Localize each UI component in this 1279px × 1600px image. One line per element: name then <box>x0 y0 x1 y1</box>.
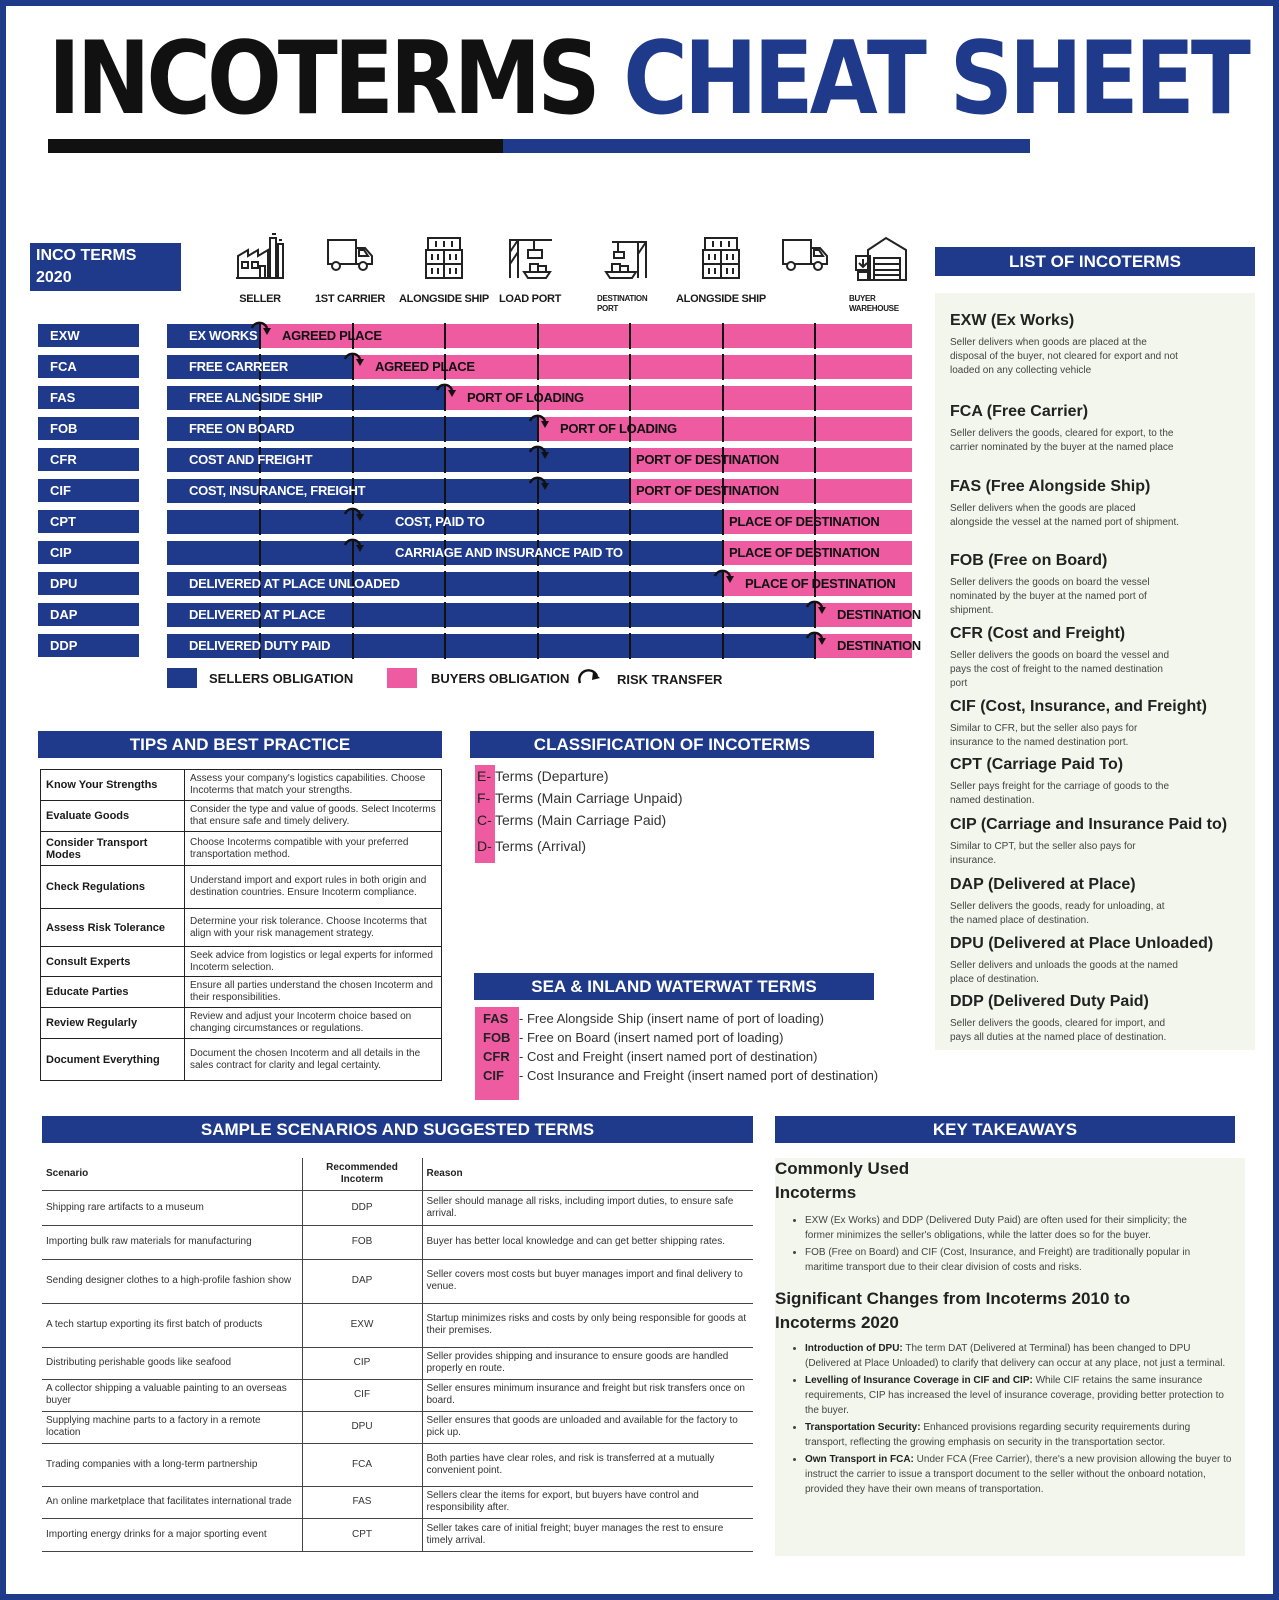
term-bar-cif <box>167 479 912 503</box>
term-bar-cfr <box>167 448 912 472</box>
tips-row <box>41 909 442 947</box>
scenario-text: Supplying machine parts to a factory in a remote location <box>42 1411 302 1443</box>
scenario-row <box>42 1518 753 1551</box>
scenario-reason: Seller should manage all risks, including import duties, to ensure safe arrival. <box>422 1190 753 1225</box>
takeaway-change-text: The term DAT (Delivered at Terminal) has been changed to DPU (Delivered at Place Unloaded) to clarify that delivery can occur at any place, not just a terminal. <box>805 1343 1226 1369</box>
stage-divider <box>629 602 631 628</box>
incoterm-definition-title: CIP (Carriage and Insurance Paid to) <box>950 816 1228 833</box>
scenario-text: Trading companies with a long-term partnership <box>42 1443 302 1486</box>
port-crane-icon <box>484 232 576 286</box>
risk-transfer-icon <box>250 318 272 340</box>
scenario-reason: Seller ensures that goods are unloaded and available for the factory to pick up. <box>422 1411 753 1443</box>
stage-divider <box>722 540 724 566</box>
incoterm-definition-title: DDP (Delivered Duty Paid) <box>950 993 1149 1010</box>
incoterm-definition-text: Seller delivers the goods, cleared for import, and pays all duties at the named place of destination. <box>950 1018 1167 1043</box>
stage-divider <box>444 323 446 349</box>
buyers-obligation-label: PLACE OF DESTINATION <box>745 576 896 591</box>
classification-list <box>475 765 875 857</box>
term-code-fob: FOB <box>38 417 139 440</box>
page-title <box>48 18 1247 138</box>
stage-1 <box>214 232 306 305</box>
stage-divider <box>629 385 631 411</box>
container-stack-icon <box>675 232 767 286</box>
scenario-row <box>42 1225 753 1259</box>
incoterm-definition <box>950 934 1260 987</box>
key-takeaways <box>775 1157 1245 1497</box>
stage-divider <box>722 354 724 380</box>
sea-term-code: CIF <box>483 1068 504 1083</box>
stage-label: ALONGSIDE SHIP <box>676 293 766 305</box>
stage-label: SELLER <box>239 293 281 305</box>
buyers-obligation-label: PLACE OF DESTINATION <box>729 545 880 560</box>
tips-row <box>41 801 442 832</box>
scenario-incoterm: DPU <box>302 1411 422 1443</box>
sellers-obligation-label: DELIVERED DUTY PAID <box>189 638 331 653</box>
risk-transfer-icon <box>528 442 550 464</box>
takeaway-change-bullet <box>805 1452 1235 1497</box>
scenario-row <box>42 1259 753 1303</box>
stage-divider <box>537 633 539 659</box>
scenario-row <box>42 1347 753 1379</box>
scenario-row <box>42 1303 753 1347</box>
tip-description: Assess your company's logistics capabilities. Choose Incoterms that match your strengths. <box>185 770 442 801</box>
term-code-cfr: CFR <box>38 448 139 471</box>
stage-divider <box>629 354 631 380</box>
tip-title: Consider Transport Modes <box>41 832 185 866</box>
inco-terms-2020-label: INCO TERMS 2020 <box>30 243 181 291</box>
classification-text: Terms (Departure) <box>495 768 609 784</box>
stage-6 <box>675 232 767 305</box>
scenario-reason: Both parties have clear roles, and risk is transferred at a mutually convenient point. <box>422 1443 753 1486</box>
tip-description: Consider the type and value of goods. Select Incoterms that ensure safe and timely delivery. <box>185 801 442 832</box>
classification-text: Terms (Main Carriage Paid) <box>495 812 667 828</box>
takeaway-heading-commonly-used: Commonly Used Incoterms <box>775 1159 910 1202</box>
sea-term-item <box>475 1028 935 1047</box>
stage-divider <box>814 478 816 504</box>
takeaway-bullet: • EXW (Ex Works) and DDP (Delivered Duty Paid) are often used for their simplicity; the former minimizes the seller's obligations, while the latter does so for the buyer. <box>805 1213 1195 1243</box>
scenario-text: Importing bulk raw materials for manufacturing <box>42 1225 302 1259</box>
term-code-exw: EXW <box>38 324 139 347</box>
scenario-reason: Seller provides shipping and insurance to ensure goods are handled properly en route. <box>422 1347 753 1379</box>
scenarios-header: SAMPLE SCENARIOS AND SUGGESTED TERMS <box>42 1116 753 1143</box>
sea-term-code: FOB <box>483 1030 511 1045</box>
legend-sellers <box>167 668 353 688</box>
risk-transfer-icon <box>435 380 457 402</box>
incoterm-definition-text: Seller pays freight for the carriage of goods to the named destination. <box>950 781 1170 806</box>
tip-title: Assess Risk Tolerance <box>41 909 185 947</box>
term-bar-dpu <box>167 572 912 596</box>
risk-transfer-icon <box>805 597 827 619</box>
stage-divider <box>722 509 724 535</box>
buyers-obligation-label: PLACE OF DESTINATION <box>729 514 880 529</box>
scenario-reason: Sellers clear the items for export, but buyers have control and responsibility after. <box>422 1486 753 1518</box>
incoterm-definition-text: Seller delivers the goods on board the vessel nominated by the buyer at the named port of shipment. <box>950 577 1150 616</box>
incoterm-definition-text: Seller delivers when goods are placed at the disposal of the buyer, not cleared for export and not loaded on any collecting vehicle <box>950 337 1178 376</box>
term-bar-cpt <box>167 510 912 534</box>
sellers-obligation-label: FREE ON BOARD <box>189 421 295 436</box>
stage-divider <box>352 447 354 473</box>
classification-header: CLASSIFICATION OF INCOTERMS <box>470 731 874 758</box>
incoterm-definition <box>950 992 1260 1045</box>
scenario-row <box>42 1190 753 1225</box>
stage-divider <box>537 571 539 597</box>
stage-divider <box>629 323 631 349</box>
stage-5 <box>583 232 675 314</box>
sea-term-text: - Cost and Freight (insert named port of destination) <box>519 1049 818 1064</box>
incoterm-definition <box>950 402 1260 455</box>
scenario-text: Sending designer clothes to a high-profile fashion show <box>42 1259 302 1303</box>
col-recommended-incoterm: Recommended Incoterm <box>302 1158 422 1190</box>
stage-divider <box>444 633 446 659</box>
stage-divider <box>352 633 354 659</box>
risk-transfer-icon <box>528 473 550 495</box>
incoterm-definition <box>950 697 1260 750</box>
tips-row <box>41 1008 442 1039</box>
scenario-row <box>42 1379 753 1411</box>
takeaway-list-commonly-used <box>805 1213 1245 1275</box>
tips-header: TIPS AND BEST PRACTICE <box>38 731 442 758</box>
truck-icon <box>304 232 396 286</box>
term-bar-ddp <box>167 634 921 658</box>
legend-sellers-label: SELLERS OBLIGATION <box>209 670 354 686</box>
term-code-ddp: DDP <box>38 634 139 657</box>
risk-transfer-icon <box>343 535 365 557</box>
tip-title: Educate Parties <box>41 977 185 1008</box>
sellers-obligation-label: FREE CARREER <box>189 359 288 374</box>
term-code-dap: DAP <box>38 603 139 626</box>
scenario-reason: Seller takes care of initial freight; buyer manages the rest to ensure timely arrival. <box>422 1518 753 1551</box>
stage-divider <box>814 447 816 473</box>
term-bar-fca <box>167 355 912 379</box>
stage-divider <box>722 323 724 349</box>
ship-crane-icon <box>583 232 675 286</box>
stage-divider <box>629 540 631 566</box>
sellers-obligation-label: DELIVERED AT PLACE <box>189 607 326 622</box>
buyers-obligation-label: AGREED PLACE <box>375 359 475 374</box>
stage-8 <box>835 232 927 314</box>
incoterm-definition <box>950 551 1260 618</box>
stage-label: LOAD PORT <box>498 293 562 305</box>
incoterm-definition-title: CPT (Carriage Paid To) <box>950 756 1124 773</box>
classification-letter: D- <box>477 838 492 854</box>
term-bar-fas <box>167 386 912 410</box>
stage-divider <box>814 323 816 349</box>
stage-divider <box>444 602 446 628</box>
legend-buyers <box>387 668 569 688</box>
takeaway-change-text: Enhanced provisions regarding security requirements during transport, reflecting the growing emphasis on security in the transportation sector. <box>805 1422 1191 1448</box>
stage-divider <box>444 478 446 504</box>
stage-divider <box>814 354 816 380</box>
term-code-dpu: DPU <box>38 572 139 595</box>
incoterm-definition <box>950 875 1260 928</box>
sellers-obligation-label: CARRIAGE AND INSURANCE PAID TO <box>395 545 623 560</box>
sea-term-item <box>475 1009 935 1028</box>
tips-row <box>41 832 442 866</box>
term-code-fas: FAS <box>38 386 139 409</box>
incoterm-definition-title: EXW (Ex Works) <box>950 312 1075 329</box>
incoterm-definition-title: DPU (Delivered at Place Unloaded) <box>950 935 1214 952</box>
incoterm-definition-text: Similar to CFR, but the seller also pays for insurance to the named destination port. <box>950 723 1138 748</box>
tip-title: Know Your Strengths <box>41 770 185 801</box>
stage-divider <box>444 416 446 442</box>
incoterm-definition-title: CIF (Cost, Insurance, and Freight) <box>950 698 1207 715</box>
takeaway-change-title: Own Transport in FCA: <box>805 1454 914 1465</box>
sea-term-text: - Cost Insurance and Freight (insert named port of destination) <box>519 1068 879 1083</box>
factory-icon <box>214 232 306 286</box>
tips-row <box>41 947 442 977</box>
scenario-reason: Seller ensures minimum insurance and freight but risk transfers once on board. <box>422 1379 753 1411</box>
tips-row <box>41 977 442 1008</box>
incoterm-definition-text: Seller delivers the goods, cleared for export, to the carrier nominated by the buyer at the named place <box>950 428 1174 453</box>
scenario-reason: Startup minimizes risks and costs by only being responsible for goods at their premises. <box>422 1303 753 1347</box>
risk-transfer-icon <box>713 566 735 588</box>
scenarios-table <box>42 1158 753 1552</box>
tip-description: Review and adjust your Incoterm choice based on changing circumstances or regulations. <box>185 1008 442 1039</box>
tip-description: Determine your risk tolerance. Choose Incoterms that align with your risk management strategy. <box>185 909 442 947</box>
takeaway-change-bullet <box>805 1420 1235 1450</box>
sellers-obligation-label: EX WORKS <box>189 328 258 343</box>
incoterm-definition-text: Similar to CPT, but the seller also pays for insurance. <box>950 841 1136 866</box>
term-code-cif: CIF <box>38 479 139 502</box>
sellers-obligation-label: COST AND FREIGHT <box>189 452 313 467</box>
classification-item <box>475 835 875 857</box>
incoterm-definition-text: Seller delivers the goods on board the vessel and pays the cost of freight to the named destination port <box>950 650 1170 689</box>
sea-terms-header: SEA & INLAND WATERWAT TERMS <box>474 973 874 1000</box>
stage-divider <box>537 509 539 535</box>
key-takeaways-header: KEY TAKEAWAYS <box>775 1116 1235 1143</box>
takeaway-heading-changes: Significant Changes from Incoterms 2010 to Incoterms 2020 <box>775 1289 1131 1332</box>
stage-divider <box>537 354 539 380</box>
scenario-text: A collector shipping a valuable painting to an overseas buyer <box>42 1379 302 1411</box>
sellers-obligation-label: COST, INSURANCE, FREIGHT <box>189 483 366 498</box>
scenario-incoterm: FOB <box>302 1225 422 1259</box>
scenario-incoterm: FCA <box>302 1443 422 1486</box>
sea-term-code: CFR <box>483 1049 510 1064</box>
incoterm-definition <box>950 815 1260 868</box>
scenario-reason: Buyer has better local knowledge and can get better shipping rates. <box>422 1225 753 1259</box>
term-bar-fob <box>167 417 912 441</box>
tip-description: Understand import and export rules in both origin and destination countries. Ensure Incoterm compliance. <box>185 866 442 909</box>
stage-divider <box>722 602 724 628</box>
stage-divider <box>444 571 446 597</box>
classification-letter: F- <box>477 790 491 806</box>
incoterm-definition-title: FAS (Free Alongside Ship) <box>950 478 1151 495</box>
term-code-cpt: CPT <box>38 510 139 533</box>
tip-title: Review Regularly <box>41 1008 185 1039</box>
stage-divider <box>352 385 354 411</box>
legend-risk <box>577 666 722 687</box>
tip-description: Ensure all parties understand the chosen Incoterm and their responsibilities. <box>185 977 442 1008</box>
stage-label: BUYER WAREHOUSE <box>849 294 899 313</box>
scenario-row <box>42 1411 753 1443</box>
scenario-text: An online marketplace that facilitates international trade <box>42 1486 302 1518</box>
classification-letter: C- <box>477 812 492 828</box>
incoterm-definition-text: Seller delivers and unloads the goods at the named place of destination. <box>950 960 1178 985</box>
stage-divider <box>722 385 724 411</box>
stage-label: DESTINATION PORT <box>597 294 648 313</box>
sea-term-text: - Free on Board (insert named port of loading) <box>519 1030 784 1045</box>
buyers-obligation-label: PORT OF LOADING <box>560 421 677 436</box>
legend-sellers-swatch <box>167 668 197 688</box>
term-bar-dap <box>167 603 921 627</box>
title-part-1: INCOTERMS <box>48 18 597 138</box>
stage-divider <box>444 447 446 473</box>
incoterm-definition-title: FCA (Free Carrier) <box>950 403 1089 420</box>
stage-divider <box>629 509 631 535</box>
list-of-incoterms-header: LIST OF INCOTERMS <box>935 247 1255 276</box>
takeaway-change-title: Introduction of DPU: <box>805 1343 903 1354</box>
tips-row <box>41 866 442 909</box>
incoterm-definition <box>950 755 1260 808</box>
risk-transfer-icon <box>528 411 550 433</box>
classification-item <box>475 809 875 831</box>
stage-3 <box>398 232 490 305</box>
scenario-row <box>42 1486 753 1518</box>
classification-text: Terms (Main Carriage Unpaid) <box>495 790 683 806</box>
stage-divider <box>814 416 816 442</box>
scenario-text: Shipping rare artifacts to a museum <box>42 1190 302 1225</box>
stage-label: 1ST CARRIER <box>314 293 386 305</box>
classification-item <box>475 787 875 809</box>
buyers-obligation-label: DESTINATION <box>837 607 921 622</box>
scenario-incoterm: EXW <box>302 1303 422 1347</box>
sea-term-code: FAS <box>483 1011 509 1026</box>
incoterm-definition <box>950 477 1260 530</box>
takeaway-list-changes <box>805 1341 1245 1497</box>
scenario-reason: Seller covers most costs but buyer manages import and final delivery to venue. <box>422 1259 753 1303</box>
stage-divider <box>352 602 354 628</box>
stage-divider <box>259 509 261 535</box>
buyers-obligation-label: DESTINATION <box>837 638 921 653</box>
stage-2 <box>304 232 396 305</box>
term-bar-exw <box>167 324 912 348</box>
risk-transfer-icon <box>343 349 365 371</box>
scenarios-table-header-row <box>42 1158 753 1190</box>
tip-title: Check Regulations <box>41 866 185 909</box>
scenario-text: A tech startup exporting its first batch of products <box>42 1303 302 1347</box>
stage-divider <box>629 478 631 504</box>
container-stack-icon <box>398 232 490 286</box>
classification-item <box>475 765 875 787</box>
takeaway-change-title: Transportation Security: <box>805 1422 921 1433</box>
buyers-obligation-label: PORT OF LOADING <box>467 390 584 405</box>
buyers-obligation-label: PORT OF DESTINATION <box>636 452 779 467</box>
tip-title: Document Everything <box>41 1039 185 1081</box>
stage-divider <box>259 540 261 566</box>
title-underline-blue <box>503 139 1030 153</box>
stage-label: ALONGSIDE SHIP <box>399 293 489 305</box>
title-underline-black <box>48 139 503 153</box>
takeaway-change-text: Under FCA (Free Carrier), there's a new provision allowing the buyer to instruct the carrier to issue a transport document to the seller without the onboard notation, provided they have their own means of transportation. <box>805 1454 1232 1495</box>
scenario-incoterm: CIP <box>302 1347 422 1379</box>
tips-row <box>41 1039 442 1081</box>
scenario-text: Importing energy drinks for a major sporting event <box>42 1518 302 1551</box>
scenario-row <box>42 1443 753 1486</box>
takeaway-change-bullet <box>805 1341 1235 1371</box>
stage-divider <box>814 385 816 411</box>
incoterm-definition <box>950 311 1260 378</box>
scenario-text: Distributing perishable goods like seafood <box>42 1347 302 1379</box>
buyers-obligation-label: AGREED PLACE <box>282 328 382 343</box>
sellers-obligation-label: DELIVERED AT PLACE UNLOADED <box>189 576 400 591</box>
incoterm-definition-title: CFR (Cost and Freight) <box>950 625 1126 642</box>
sea-term-item <box>475 1047 935 1066</box>
takeaway-bullet: • FOB (Free on Board) and CIF (Cost, Insurance, and Freight) are traditionally popular in maritime transport due to their clear division of costs and risks. <box>805 1245 1195 1275</box>
scenario-incoterm: FAS <box>302 1486 422 1518</box>
tip-title: Consult Experts <box>41 947 185 977</box>
sellers-obligation-label: FREE ALNGSIDE SHIP <box>189 390 323 405</box>
tips-table <box>40 769 442 1081</box>
incoterm-definition-text: Seller delivers when the goods are placed alongside the vessel at the named port of shipment. <box>950 503 1180 528</box>
stage-divider <box>722 416 724 442</box>
scenario-incoterm: CIF <box>302 1379 422 1411</box>
sellers-obligation-label: COST, PAID TO <box>395 514 485 529</box>
stage-divider <box>537 323 539 349</box>
stage-divider <box>537 602 539 628</box>
tip-description: Seek advice from logistics or legal experts for informed Incoterm selection. <box>185 947 442 977</box>
incoterm-definition-text: Seller delivers the goods, ready for unloading, at the named place of destination. <box>950 901 1165 926</box>
term-code-fca: FCA <box>38 355 139 378</box>
sea-term-text: - Free Alongside Ship (insert name of port of loading) <box>519 1011 824 1026</box>
sea-term-item <box>475 1066 935 1085</box>
warehouse-icon <box>835 232 927 286</box>
stage-divider <box>629 633 631 659</box>
classification-letter: E- <box>477 768 491 784</box>
legend-buyers-label: BUYERS OBLIGATION <box>431 670 570 686</box>
takeaway-change-title: Levelling of Insurance Coverage in CIF and CIP: <box>805 1375 1033 1386</box>
incoterm-definition-title: FOB (Free on Board) <box>950 552 1108 569</box>
col-scenario: Scenario <box>42 1158 302 1190</box>
risk-transfer-icon <box>343 504 365 526</box>
scenario-incoterm: DDP <box>302 1190 422 1225</box>
title-part-2: CHEAT SHEET <box>623 18 1247 138</box>
stage-divider <box>352 416 354 442</box>
incoterm-definition-title: DAP (Delivered at Place) <box>950 876 1136 893</box>
tip-title: Evaluate Goods <box>41 801 185 832</box>
legend-buyers-swatch <box>387 668 417 688</box>
classification-text: Terms (Arrival) <box>495 838 586 854</box>
takeaway-change-text: While CIF retains the same insurance requirements, CIP has increased the level of insurance coverage, providing better protection to the buyer. <box>805 1375 1224 1416</box>
term-code-cip: CIP <box>38 541 139 564</box>
term-bar-cip <box>167 541 912 565</box>
buyers-obligation-label: PORT OF DESTINATION <box>636 483 779 498</box>
stage-4 <box>484 232 576 305</box>
risk-transfer-arrow-icon <box>577 667 603 687</box>
takeaway-change-bullet <box>805 1373 1235 1418</box>
risk-transfer-icon <box>805 628 827 650</box>
stage-divider <box>629 447 631 473</box>
col-reason: Reason <box>422 1158 753 1190</box>
stage-divider <box>722 633 724 659</box>
tips-row <box>41 770 442 801</box>
scenario-incoterm: DAP <box>302 1259 422 1303</box>
legend-risk-label: RISK TRANSFER <box>617 672 723 687</box>
scenario-incoterm: CPT <box>302 1518 422 1551</box>
incoterm-definition <box>950 624 1260 691</box>
tip-description: Choose Incoterms compatible with your preferred transportation method. <box>185 832 442 866</box>
sea-terms-list <box>475 1009 935 1085</box>
tip-description: Document the chosen Incoterm and all details in the sales contract for clarity and legal certainty. <box>185 1039 442 1081</box>
stage-divider <box>629 571 631 597</box>
